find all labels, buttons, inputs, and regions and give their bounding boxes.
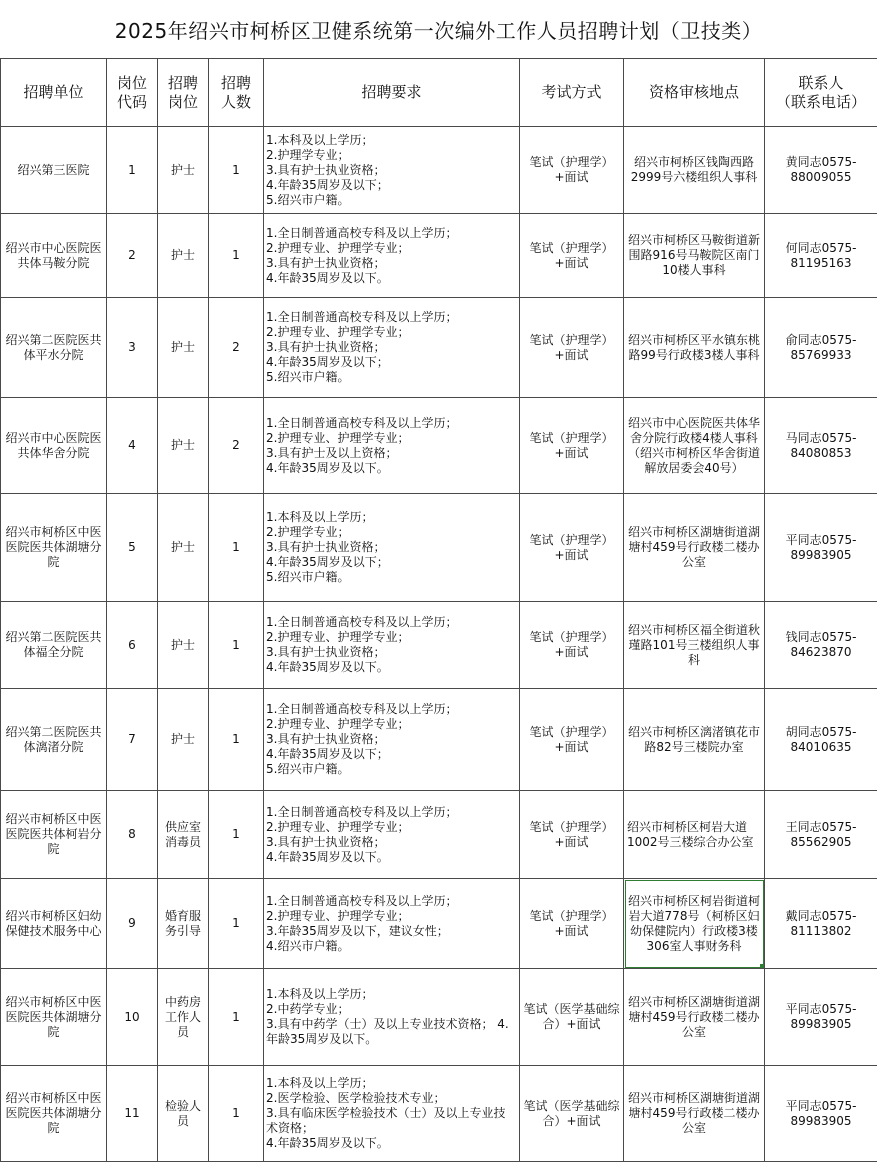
contact-cell[interactable]: 何同志0575-81195163 <box>765 214 877 298</box>
fill-handle[interactable] <box>760 964 765 969</box>
recruitment-table <box>0 58 877 1162</box>
table-row <box>1 791 877 879</box>
address-cell[interactable]: 绍兴市中心医院医共体华舍分院行政楼4楼人事科（绍兴市柯桥区华舍街道解放居委会40号） <box>624 398 765 494</box>
table-row <box>1 398 877 494</box>
count-cell[interactable]: 1 <box>209 127 264 214</box>
address-cell[interactable]: 绍兴市柯桥区马鞍街道新围路916号马鞍院区南门10楼人事科 <box>624 214 765 298</box>
requirement-line: 2.护理专业、护理学专业； <box>266 241 517 256</box>
requirement-line: 3.具有护士执业资格； <box>266 835 517 850</box>
unit-cell[interactable]: 绍兴市柯桥区中医医院医共体湖塘分院 <box>1 969 107 1066</box>
header-contact: 联系人 （联系电话） <box>765 59 877 127</box>
post-cell[interactable]: 护士 <box>158 127 209 214</box>
contact-cell[interactable]: 黄同志0575-88009055 <box>765 127 877 214</box>
exam-cell[interactable]: 笔试（护理学）+面试 <box>520 602 624 689</box>
requirement-line: 1.全日制普通高校专科及以上学历； <box>266 894 517 909</box>
exam-cell[interactable]: 笔试（医学基础综合）+面试 <box>520 1066 624 1162</box>
post-cell[interactable]: 供应室消毒员 <box>158 791 209 879</box>
requirement-line: 4.绍兴市户籍。 <box>266 939 517 954</box>
header-unit: 招聘单位 <box>1 59 107 127</box>
header-exam: 考试方式 <box>520 59 624 127</box>
contact-cell[interactable]: 钱同志0575-84623870 <box>765 602 877 689</box>
contact-cell[interactable]: 平同志0575-89983905 <box>765 494 877 602</box>
requirement-line: 4.年龄35周岁及以下。 <box>266 850 517 865</box>
header-code: 岗位 代码 <box>107 59 158 127</box>
header-count: 招聘 人数 <box>209 59 264 127</box>
requirement-line: 3.具有临床医学检验技术（士）及以上专业技术资格； <box>266 1106 517 1136</box>
header-requirements: 招聘要求 <box>264 59 520 127</box>
table-row <box>1 689 877 791</box>
code-cell[interactable]: 10 <box>107 969 158 1066</box>
address-cell[interactable]: 绍兴市柯桥区湖塘街道湖塘村459号行政楼二楼办公室 <box>624 1066 765 1162</box>
post-cell[interactable]: 婚育服务引导 <box>158 879 209 969</box>
address-cell[interactable]: 绍兴市柯桥区福全街道秋瑾路101号三楼组织人事科 <box>624 602 765 689</box>
code-cell[interactable]: 11 <box>107 1066 158 1162</box>
exam-cell[interactable]: 笔试（护理学）+面试 <box>520 214 624 298</box>
requirement-line: 1.本科及以上学历； <box>266 510 517 525</box>
requirement-line: 4.年龄35周岁及以下； <box>266 555 517 570</box>
post-cell[interactable]: 护士 <box>158 214 209 298</box>
post-cell[interactable]: 护士 <box>158 298 209 398</box>
requirement-line: 3.具有护士执业资格； <box>266 340 517 355</box>
requirement-line: 1.全日制普通高校专科及以上学历； <box>266 702 517 717</box>
count-cell[interactable]: 1 <box>209 969 264 1066</box>
address-cell[interactable]: 绍兴市柯桥区平水镇东桃路99号行政楼3楼人事科 <box>624 298 765 398</box>
requirement-line: 2.护理专业、护理学专业； <box>266 717 517 732</box>
table-row <box>1 127 877 214</box>
table-row <box>1 494 877 602</box>
requirements-cell[interactable] <box>264 969 520 1066</box>
unit-cell[interactable]: 绍兴第二医院医共体福全分院 <box>1 602 107 689</box>
post-cell[interactable]: 护士 <box>158 494 209 602</box>
exam-cell[interactable]: 笔试（医学基础综合）+面试 <box>520 969 624 1066</box>
contact-cell[interactable]: 戴同志0575-81113802 <box>765 879 877 969</box>
table-row <box>1 214 877 298</box>
header-post: 招聘 岗位 <box>158 59 209 127</box>
requirement-line: 4.年龄35周岁及以下； <box>266 178 517 193</box>
count-cell[interactable]: 2 <box>209 398 264 494</box>
count-cell[interactable]: 1 <box>209 602 264 689</box>
exam-cell[interactable]: 笔试（护理学）+面试 <box>520 127 624 214</box>
requirements-cell[interactable] <box>264 689 520 791</box>
requirement-line: 2.护理专业、护理学专业； <box>266 431 517 446</box>
code-cell[interactable]: 3 <box>107 298 158 398</box>
table-row <box>1 969 877 1066</box>
exam-cell[interactable]: 笔试（护理学）+面试 <box>520 298 624 398</box>
count-cell[interactable]: 1 <box>209 214 264 298</box>
code-cell[interactable]: 1 <box>107 127 158 214</box>
post-cell[interactable]: 护士 <box>158 602 209 689</box>
count-cell[interactable]: 1 <box>209 879 264 969</box>
code-cell[interactable]: 7 <box>107 689 158 791</box>
requirements-cell[interactable] <box>264 879 520 969</box>
unit-cell[interactable]: 绍兴第二医院医共体平水分院 <box>1 298 107 398</box>
post-cell[interactable]: 检验人员 <box>158 1066 209 1162</box>
post-cell[interactable]: 护士 <box>158 398 209 494</box>
requirement-line: 3.具有护士执业资格； <box>266 256 517 271</box>
requirement-line: 5.绍兴市户籍。 <box>266 570 517 585</box>
contact-cell[interactable]: 平同志0575-89983905 <box>765 969 877 1066</box>
requirement-line: 4.年龄35周岁及以下。 <box>266 660 517 675</box>
contact-cell[interactable]: 马同志0575-84080853 <box>765 398 877 494</box>
requirement-line: 2.护理专业、护理学专业； <box>266 630 517 645</box>
page-title: 2025年绍兴市柯桥区卫健系统第一次编外工作人员招聘计划（卫技类） <box>0 0 877 58</box>
requirement-line: 3.具有护士执业资格； <box>266 163 517 178</box>
requirement-line: 3.年龄35周岁及以下，建议女性； <box>266 924 517 939</box>
exam-cell[interactable]: 笔试（护理学）+面试 <box>520 791 624 879</box>
requirement-line: 3.具有护士执业资格； <box>266 540 517 555</box>
table-row <box>1 602 877 689</box>
contact-cell[interactable]: 俞同志0575-85769933 <box>765 298 877 398</box>
address-cell[interactable]: 绍兴市柯桥区湖塘街道湖塘村459号行政楼二楼办公室 <box>624 969 765 1066</box>
requirement-line: 2.护理专业、护理学专业； <box>266 325 517 340</box>
unit-cell[interactable]: 绍兴市柯桥区中医医院医共体柯岩分院 <box>1 791 107 879</box>
requirement-line: 2.护理学专业； <box>266 525 517 540</box>
contact-cell[interactable]: 胡同志0575-84010635 <box>765 689 877 791</box>
requirement-line: 1.本科及以上学历； <box>266 987 517 1002</box>
unit-cell[interactable]: 绍兴市柯桥区妇幼保健技术服务中心 <box>1 879 107 969</box>
requirements-cell[interactable] <box>264 298 520 398</box>
code-cell[interactable]: 2 <box>107 214 158 298</box>
address-cell[interactable]: 绍兴市柯桥区漓渚镇花市路82号三楼院办室 <box>624 689 765 791</box>
unit-cell[interactable]: 绍兴市柯桥区中医医院医共体湖塘分院 <box>1 1066 107 1162</box>
requirement-line: 4.年龄35周岁及以下。 <box>266 271 517 286</box>
address-cell[interactable]: 绍兴市柯桥区钱陶西路2999号六楼组织人事科 <box>624 127 765 214</box>
requirement-line: 1.本科及以上学历； <box>266 1076 517 1091</box>
count-cell[interactable]: 1 <box>209 1066 264 1162</box>
requirement-line: 2.中药学专业； <box>266 1002 517 1017</box>
unit-cell[interactable]: 绍兴市柯桥区中医医院医共体湖塘分院 <box>1 494 107 602</box>
requirements-cell[interactable] <box>264 494 520 602</box>
requirements-cell[interactable] <box>264 398 520 494</box>
requirement-line: 4.年龄35周岁及以下； <box>266 355 517 370</box>
requirement-line: 4.年龄35周岁及以下； <box>266 747 517 762</box>
contact-cell[interactable]: 王同志0575-85562905 <box>765 791 877 879</box>
exam-cell[interactable]: 笔试（护理学）+面试 <box>520 494 624 602</box>
table-row <box>1 1066 877 1162</box>
requirements-cell[interactable] <box>264 127 520 214</box>
count-cell[interactable]: 2 <box>209 298 264 398</box>
requirement-line: 1.全日制普通高校专科及以上学历； <box>266 310 517 325</box>
requirements-cell[interactable] <box>264 602 520 689</box>
address-cell[interactable]: 绍兴市柯桥区湖塘街道湖塘村459号行政楼二楼办公室 <box>624 494 765 602</box>
address-cell[interactable]: 绍兴市柯桥区柯岩大道1002号三楼综合办公室 <box>624 791 765 879</box>
requirement-line: 2.医学检验、医学检验技术专业； <box>266 1091 517 1106</box>
post-cell[interactable]: 护士 <box>158 689 209 791</box>
unit-cell[interactable]: 绍兴第二医院医共体漓渚分院 <box>1 689 107 791</box>
count-cell[interactable]: 1 <box>209 689 264 791</box>
requirement-line: 1.全日制普通高校专科及以上学历； <box>266 615 517 630</box>
code-cell[interactable]: 8 <box>107 791 158 879</box>
requirement-line: 2.护理专业、护理学专业； <box>266 909 517 924</box>
requirements-cell[interactable] <box>264 214 520 298</box>
requirement-line: 4.年龄35周岁及以下。 <box>266 461 517 476</box>
requirement-line: 5.绍兴市户籍。 <box>266 193 517 208</box>
contact-cell[interactable]: 平同志0575-89983905 <box>765 1066 877 1162</box>
code-cell[interactable]: 5 <box>107 494 158 602</box>
unit-cell[interactable]: 绍兴市中心医院医共体华舍分院 <box>1 398 107 494</box>
requirement-line: 3.具有护士执业资格； <box>266 645 517 660</box>
exam-cell[interactable]: 笔试（护理学）+面试 <box>520 689 624 791</box>
requirements-cell[interactable] <box>264 1066 520 1162</box>
requirement-line: 3.具有护士及以上资格； <box>266 446 517 461</box>
header-row <box>1 59 877 127</box>
requirement-line: 4.年龄35周岁及以下。 <box>266 1136 517 1151</box>
code-cell[interactable]: 9 <box>107 879 158 969</box>
unit-cell[interactable]: 绍兴市中心医院医共体马鞍分院 <box>1 214 107 298</box>
table-row <box>1 879 877 969</box>
count-cell[interactable]: 1 <box>209 494 264 602</box>
header-address: 资格审核地点 <box>624 59 765 127</box>
exam-cell[interactable]: 笔试（护理学）+面试 <box>520 398 624 494</box>
exam-cell[interactable]: 笔试（护理学）+面试 <box>520 879 624 969</box>
address-text: 绍兴市柯桥区柯岩街道柯岩大道778号（柯桥区妇幼保健院内）行政楼3楼306室人事财务科 <box>628 894 760 953</box>
requirement-line: 1.全日制普通高校专科及以上学历； <box>266 226 517 241</box>
requirement-line: 1.全日制普通高校专科及以上学历； <box>266 416 517 431</box>
address-cell-selected[interactable] <box>624 879 765 969</box>
table-row <box>1 298 877 398</box>
code-cell[interactable]: 4 <box>107 398 158 494</box>
requirement-line: 5.绍兴市户籍。 <box>266 370 517 385</box>
requirement-line: 1.全日制普通高校专科及以上学历； <box>266 805 517 820</box>
requirement-line: 3.具有中药学（士）及以上专业技术资格； 4.年龄35周岁及以下。 <box>266 1017 517 1047</box>
requirement-line: 3.具有护士执业资格； <box>266 732 517 747</box>
unit-cell[interactable]: 绍兴第三医院 <box>1 127 107 214</box>
count-cell[interactable]: 1 <box>209 791 264 879</box>
code-cell[interactable]: 6 <box>107 602 158 689</box>
requirement-line: 2.护理专业、护理学专业； <box>266 820 517 835</box>
post-cell[interactable]: 中药房工作人员 <box>158 969 209 1066</box>
requirement-line: 2.护理学专业； <box>266 148 517 163</box>
requirement-line: 5.绍兴市户籍。 <box>266 762 517 777</box>
requirements-cell[interactable] <box>264 791 520 879</box>
requirement-line: 1.本科及以上学历； <box>266 133 517 148</box>
